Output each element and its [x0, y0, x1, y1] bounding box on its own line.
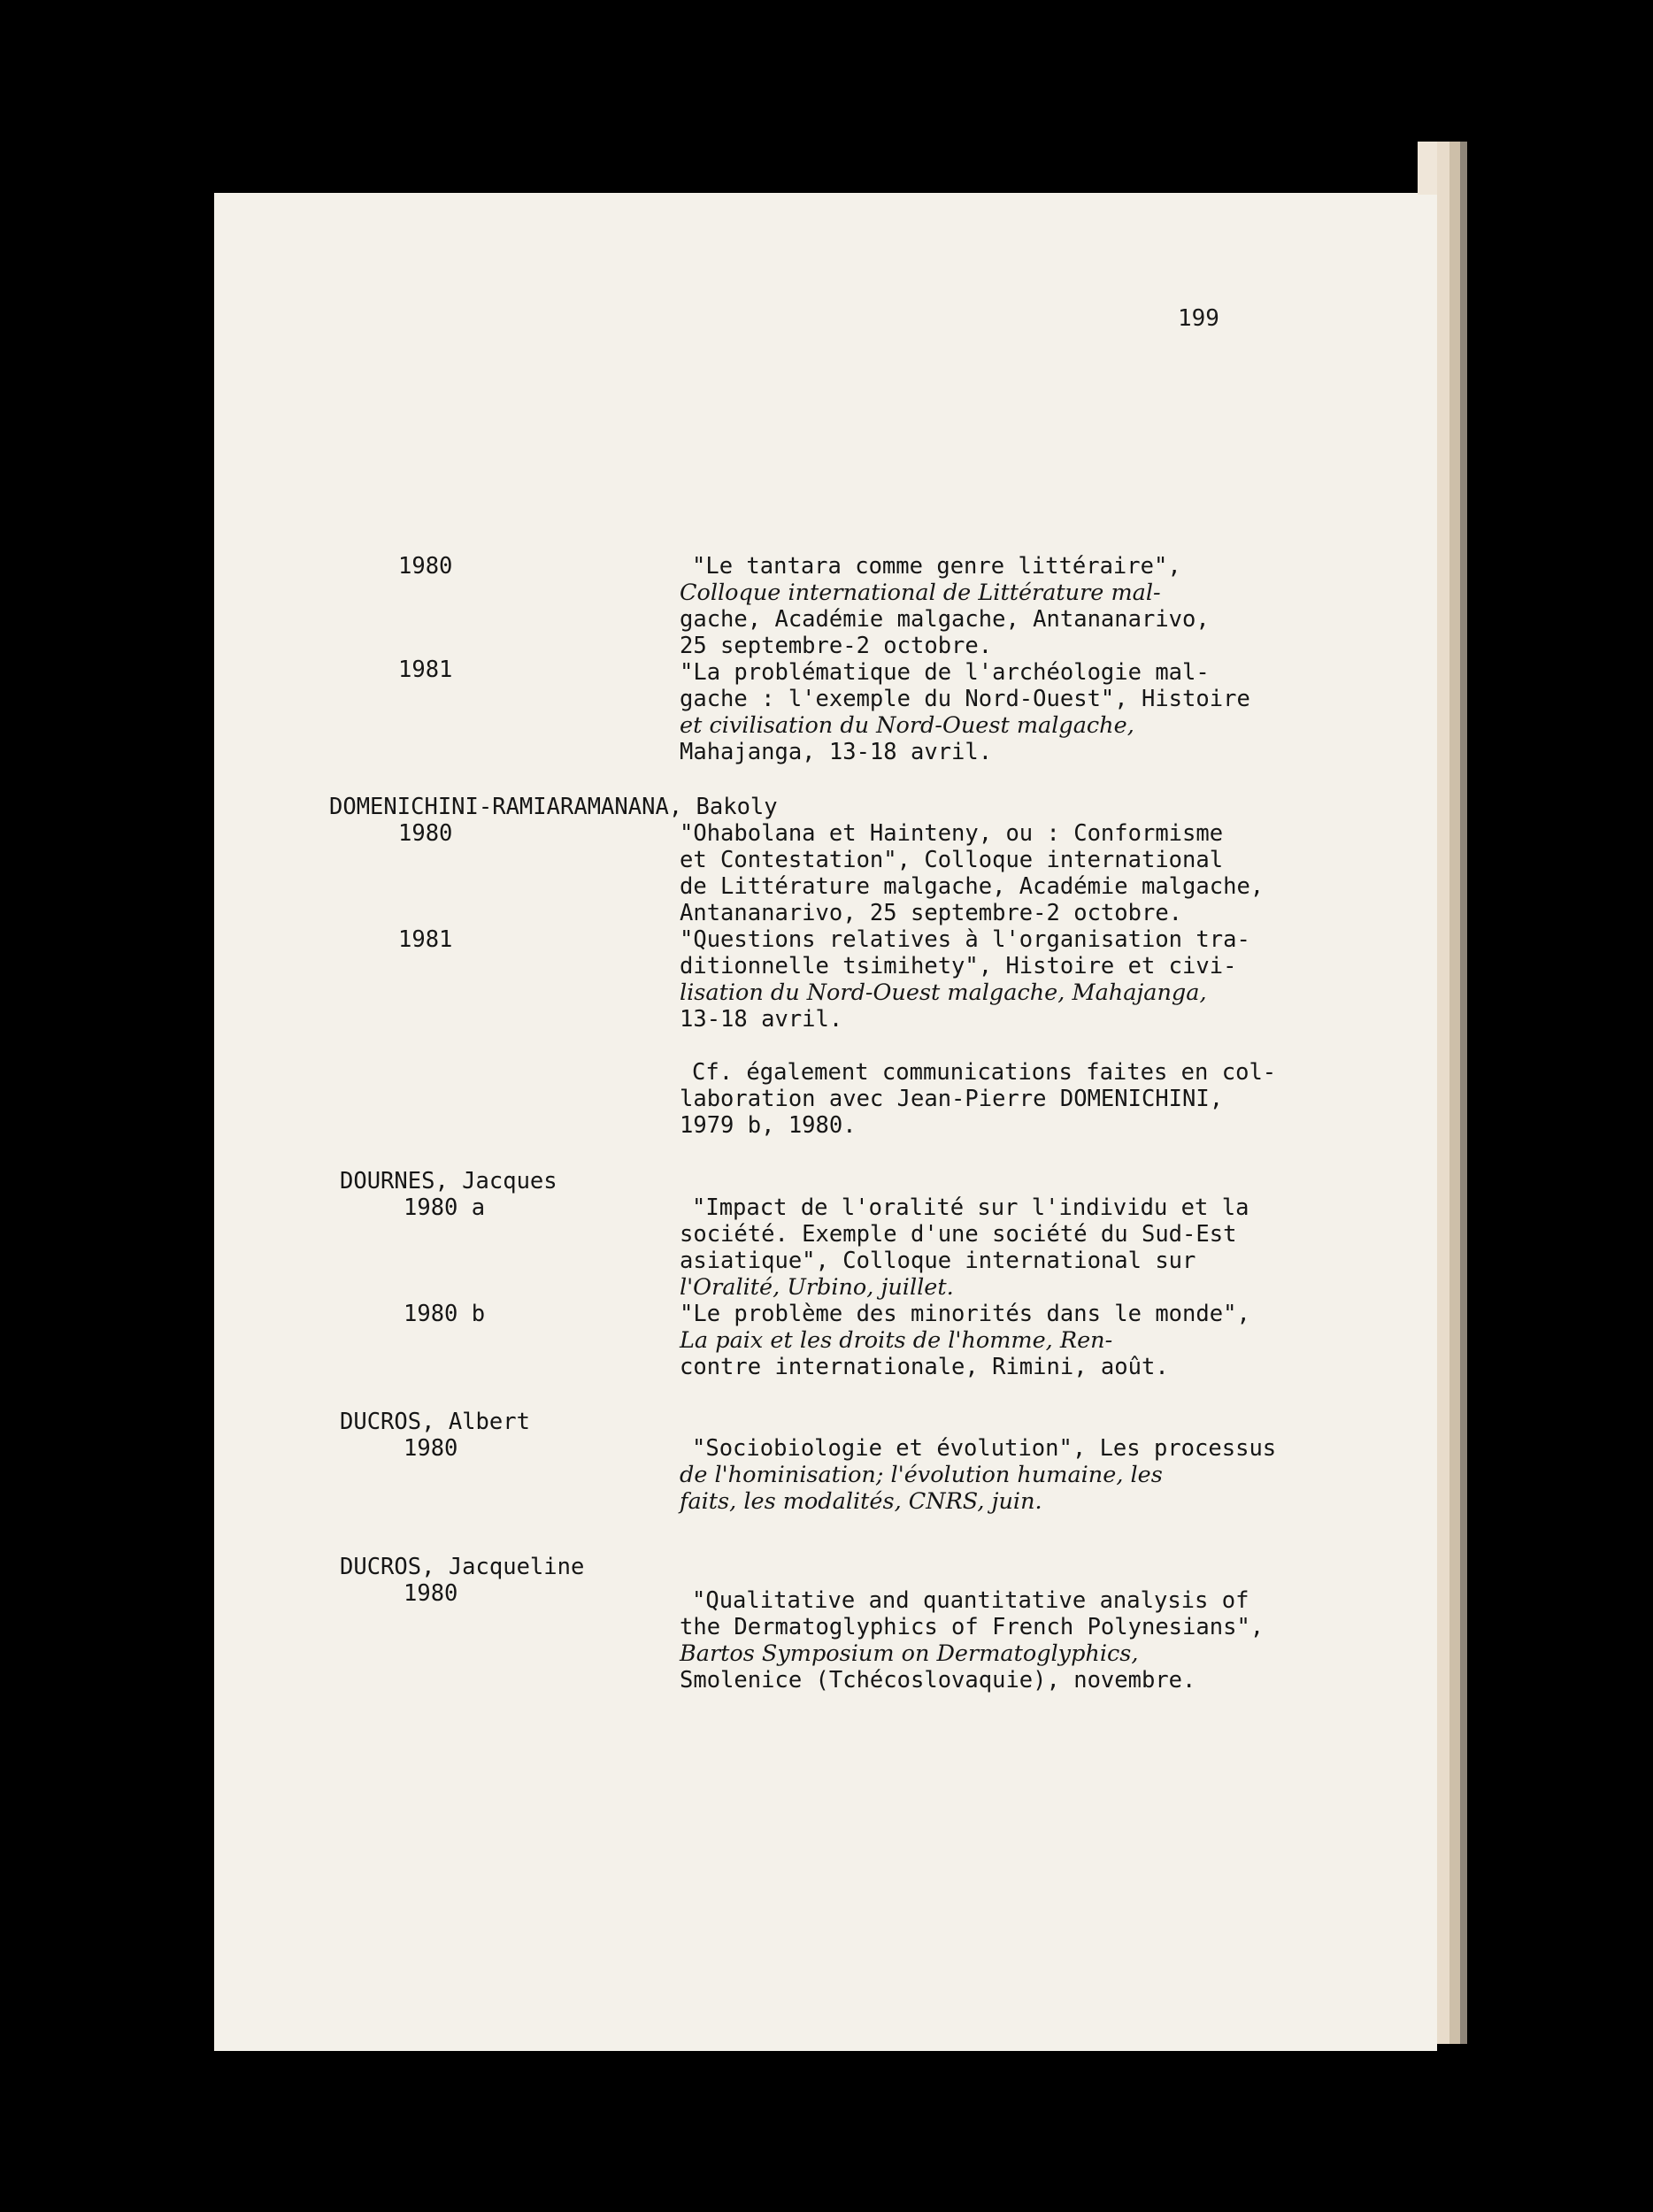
text-line: et civilisation du Nord-Ouest malgache, — [680, 712, 1134, 739]
text-line: 1981 — [398, 657, 453, 683]
text-line: Bartos Symposium on Dermatoglyphics, — [680, 1640, 1139, 1667]
text-line: de l'hominisation; l'évolution humaine, les — [680, 1462, 1163, 1488]
text-line: "Questions relatives à l'organisation tra- — [680, 926, 1250, 953]
text-line: DOMENICHINI-RAMIARAMANANA, Bakoly — [329, 794, 778, 820]
text-line: "Sociobiologie et évolution", Les processus — [692, 1435, 1277, 1462]
text-line: 1980 — [398, 553, 453, 580]
text-line: DUCROS, Albert — [340, 1409, 530, 1435]
page-edge — [1437, 142, 1449, 2044]
text-line: "Impact de l'oralité sur l'individu et la — [692, 1194, 1249, 1221]
text-line: laboration avec Jean-Pierre DOMENICHINI, — [680, 1086, 1224, 1112]
page-edge — [1418, 142, 1437, 195]
text-line: the Dermatoglyphics of French Polynesians", — [680, 1614, 1265, 1640]
text-line: asiatique", Colloque international sur — [680, 1248, 1196, 1274]
text-line: société. Exemple d'une société du Sud-Est — [680, 1221, 1237, 1248]
text-line: gache : l'exemple du Nord-Ouest", Histoire — [680, 686, 1250, 712]
text-line: gache, Académie malgache, Antananarivo, — [680, 606, 1210, 633]
text-line: 13-18 avril. — [680, 1006, 843, 1033]
text-line: 1981 — [398, 926, 453, 953]
text-line: 1980 — [398, 820, 453, 847]
text-line: La paix et les droits de l'homme, Ren- — [680, 1327, 1113, 1354]
page-number: 199 — [1178, 305, 1219, 332]
text-line: l'Oralité, Urbino, juillet. — [680, 1274, 954, 1301]
text-line: 1980 b — [404, 1301, 486, 1327]
text-line: Antananarivo, 25 septembre-2 octobre. — [680, 900, 1183, 926]
text-line: "Ohabolana et Hainteny, ou : Conformisme — [680, 820, 1224, 847]
text-line: 1979 b, 1980. — [680, 1112, 857, 1139]
text-line: lisation du Nord-Ouest malgache, Mahajanga, — [680, 979, 1207, 1006]
page-edge — [1460, 142, 1467, 2044]
text-line: ditionnelle tsimihety", Histoire et civi- — [680, 953, 1237, 979]
page-edge — [1449, 142, 1460, 2044]
text-line: faits, les modalités, CNRS, juin. — [680, 1488, 1042, 1515]
text-line: "La problématique de l'archéologie mal- — [680, 659, 1210, 686]
text-line: "Qualitative and quantitative analysis of — [692, 1587, 1249, 1614]
text-line: contre internationale, Rimini, août. — [680, 1354, 1169, 1380]
text-line: "Le tantara comme genre littéraire", — [692, 553, 1181, 580]
text-line: 1980 a — [404, 1194, 486, 1221]
text-line: DUCROS, Jacqueline — [340, 1554, 585, 1580]
text-line: DOURNES, Jacques — [340, 1168, 557, 1194]
text-line: 25 septembre-2 octobre. — [680, 633, 993, 659]
text-line: Mahajanga, 13-18 avril. — [680, 739, 993, 765]
text-line: de Littérature malgache, Académie malgache, — [680, 873, 1265, 900]
text-line: 1980 — [404, 1580, 458, 1607]
text-line: Colloque international de Littérature mal- — [680, 580, 1161, 606]
text-line: et Contestation", Colloque international — [680, 847, 1224, 873]
text-line: Cf. également communications faites en col- — [692, 1059, 1277, 1086]
text-line: Smolenice (Tchécoslovaquie), novembre. — [680, 1667, 1196, 1694]
text-line: "Le problème des minorités dans le monde", — [680, 1301, 1250, 1327]
text-line: 1980 — [404, 1435, 458, 1462]
